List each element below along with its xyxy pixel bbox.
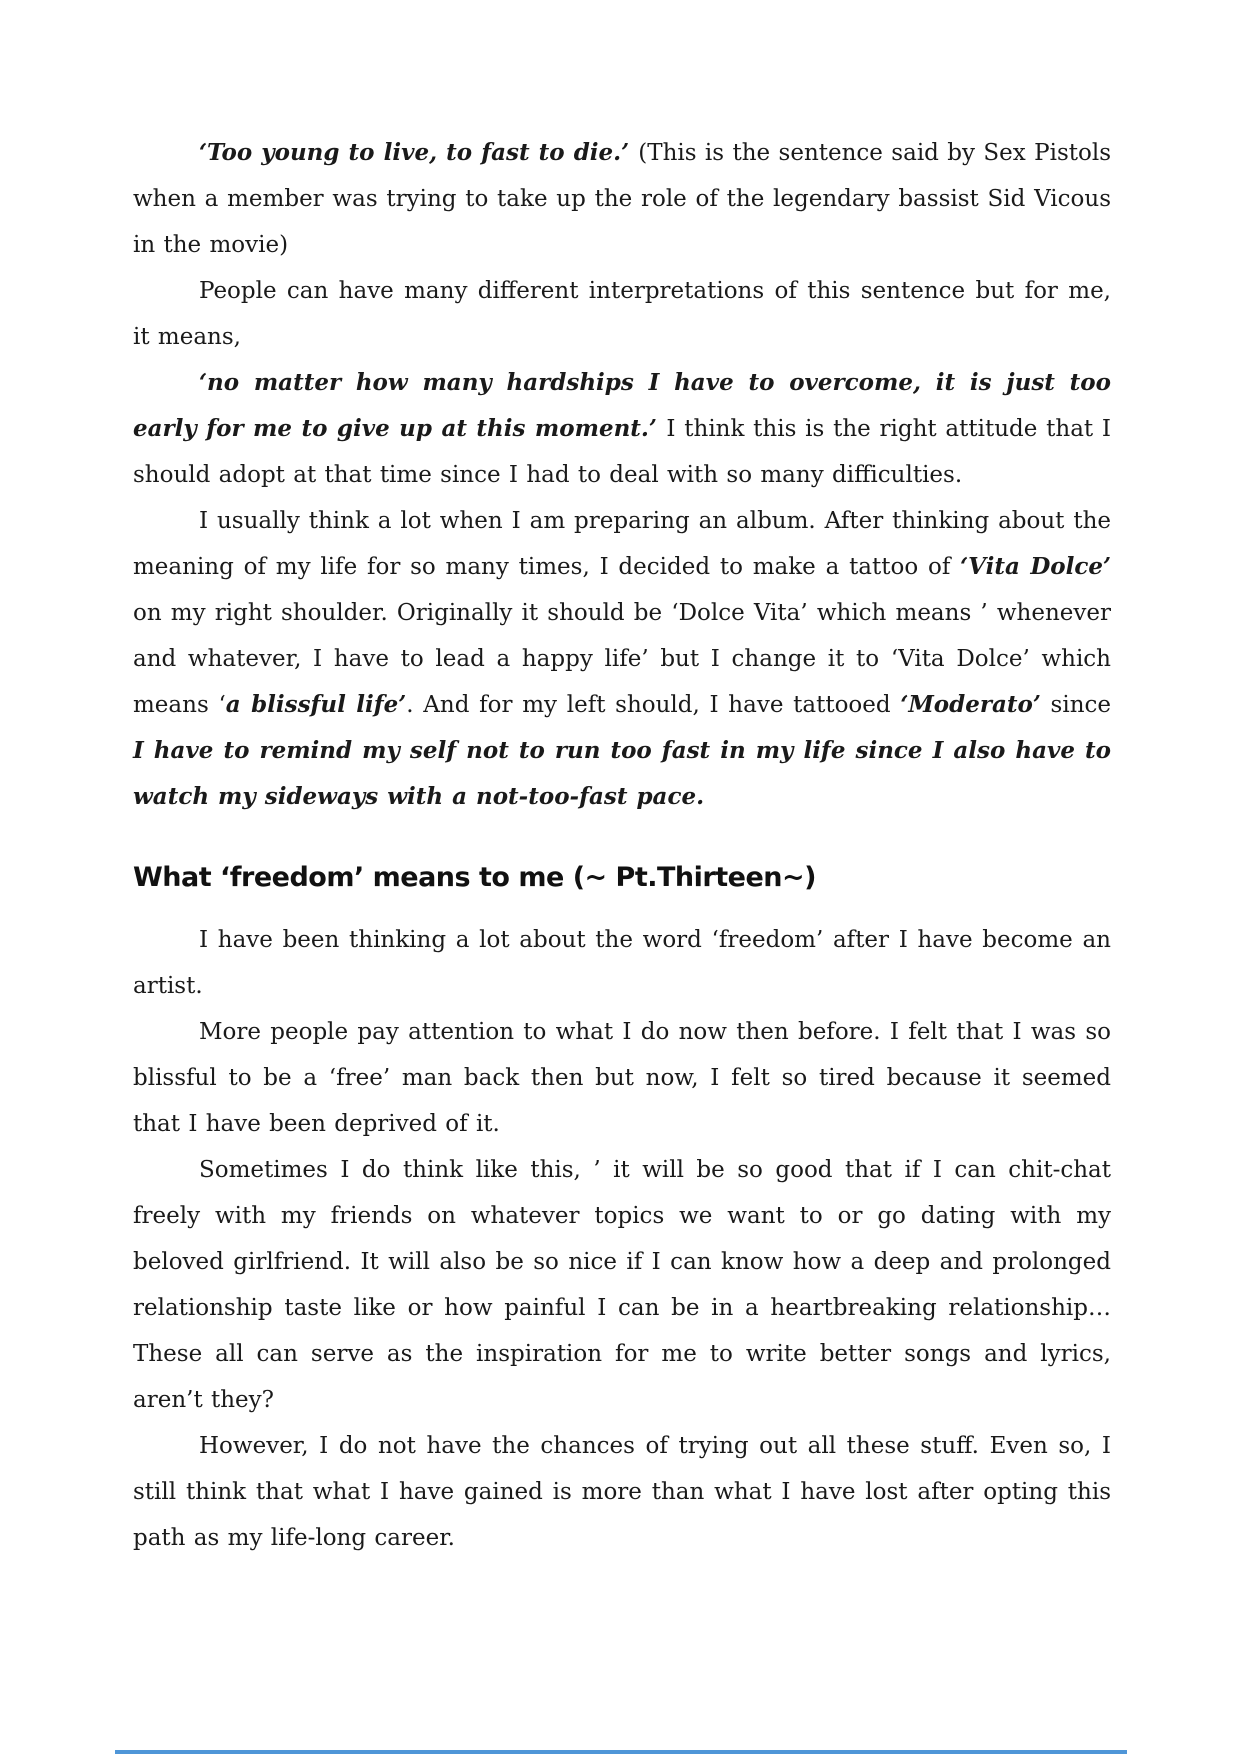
text-run: More people pay attention to what I do now then before. I felt that I was so blissful to be a ‘free’ man back then but now, I felt so tired because it seemed that I have been deprived of it. <box>133 1019 1111 1137</box>
paragraph <box>133 1009 1111 1147</box>
text-run: ‘Vita Dolce’ <box>960 553 1112 580</box>
paragraph <box>133 130 1111 268</box>
text-run: ‘no matter how many hardships I have to overcome, it is just too early for me to give up at this moment.’ <box>133 369 1111 442</box>
text-run: I think this is the right attitude that I should adopt at that time since I had to deal with so many difficulties. <box>133 416 1111 488</box>
text-run: I usually think a lot when I am preparing an album. After thinking about the meaning of my life for so many times, I decided to make a tattoo of <box>133 508 1111 580</box>
paragraph <box>133 917 1111 1009</box>
text-run: I have been thinking a lot about the word ‘freedom’ after I have become an artist. <box>133 927 1111 999</box>
text-run: since <box>1040 692 1111 718</box>
paragraph <box>133 1147 1111 1423</box>
text-run: I have to remind my self not to run too fast in my life since I also have to watch my sideways with a not-too-fast pace. <box>133 737 1111 810</box>
text-run: on my right shoulder. Originally it should be ‘Dolce Vita’ which means ’ whenever and whatever, I have to lead a happy life’ but I change it to ‘Vita Dolce’ which means ‘ <box>133 600 1111 718</box>
document-content <box>133 130 1111 1561</box>
text-run: ‘Moderato’ <box>900 691 1041 718</box>
section-heading: What ‘freedom’ means to me (~ Pt.Thirteen~) <box>133 862 816 893</box>
paragraph <box>133 1423 1111 1561</box>
text-run: ‘Too young to live, to fast to die.’ <box>199 139 639 166</box>
paragraph <box>133 498 1111 820</box>
text-run: (This is the sentence said by Sex Pistols when a member was trying to take up the role of the legendary bassist Sid Vicous in the movie) <box>133 140 1111 258</box>
text-run: People can have many different interpretations of this sentence but for me, it means, <box>133 278 1111 350</box>
paragraph <box>133 268 1111 360</box>
bottom-accent-line <box>115 1750 1127 1754</box>
text-run: Sometimes I do think like this, ’ it will be so good that if I can chit-chat freely with my friends on whatever topics we want to or go dating with my beloved girlfriend. It will also be so nice if I can know how a deep and prolonged relationship taste like or how painful I can be in a heartbreaking relationship… These all can serve as the inspiration for me to write better songs and lyrics, aren’t they? <box>133 1157 1111 1413</box>
text-run: . And for my left should, I have tattooed <box>406 692 901 718</box>
text-run: However, I do not have the chances of trying out all these stuff. Even so, I still think that what I have gained is more than what I have lost after opting this path as my life-long career. <box>133 1433 1111 1551</box>
text-run: a blissful life’ <box>225 691 407 718</box>
paragraph <box>133 360 1111 498</box>
